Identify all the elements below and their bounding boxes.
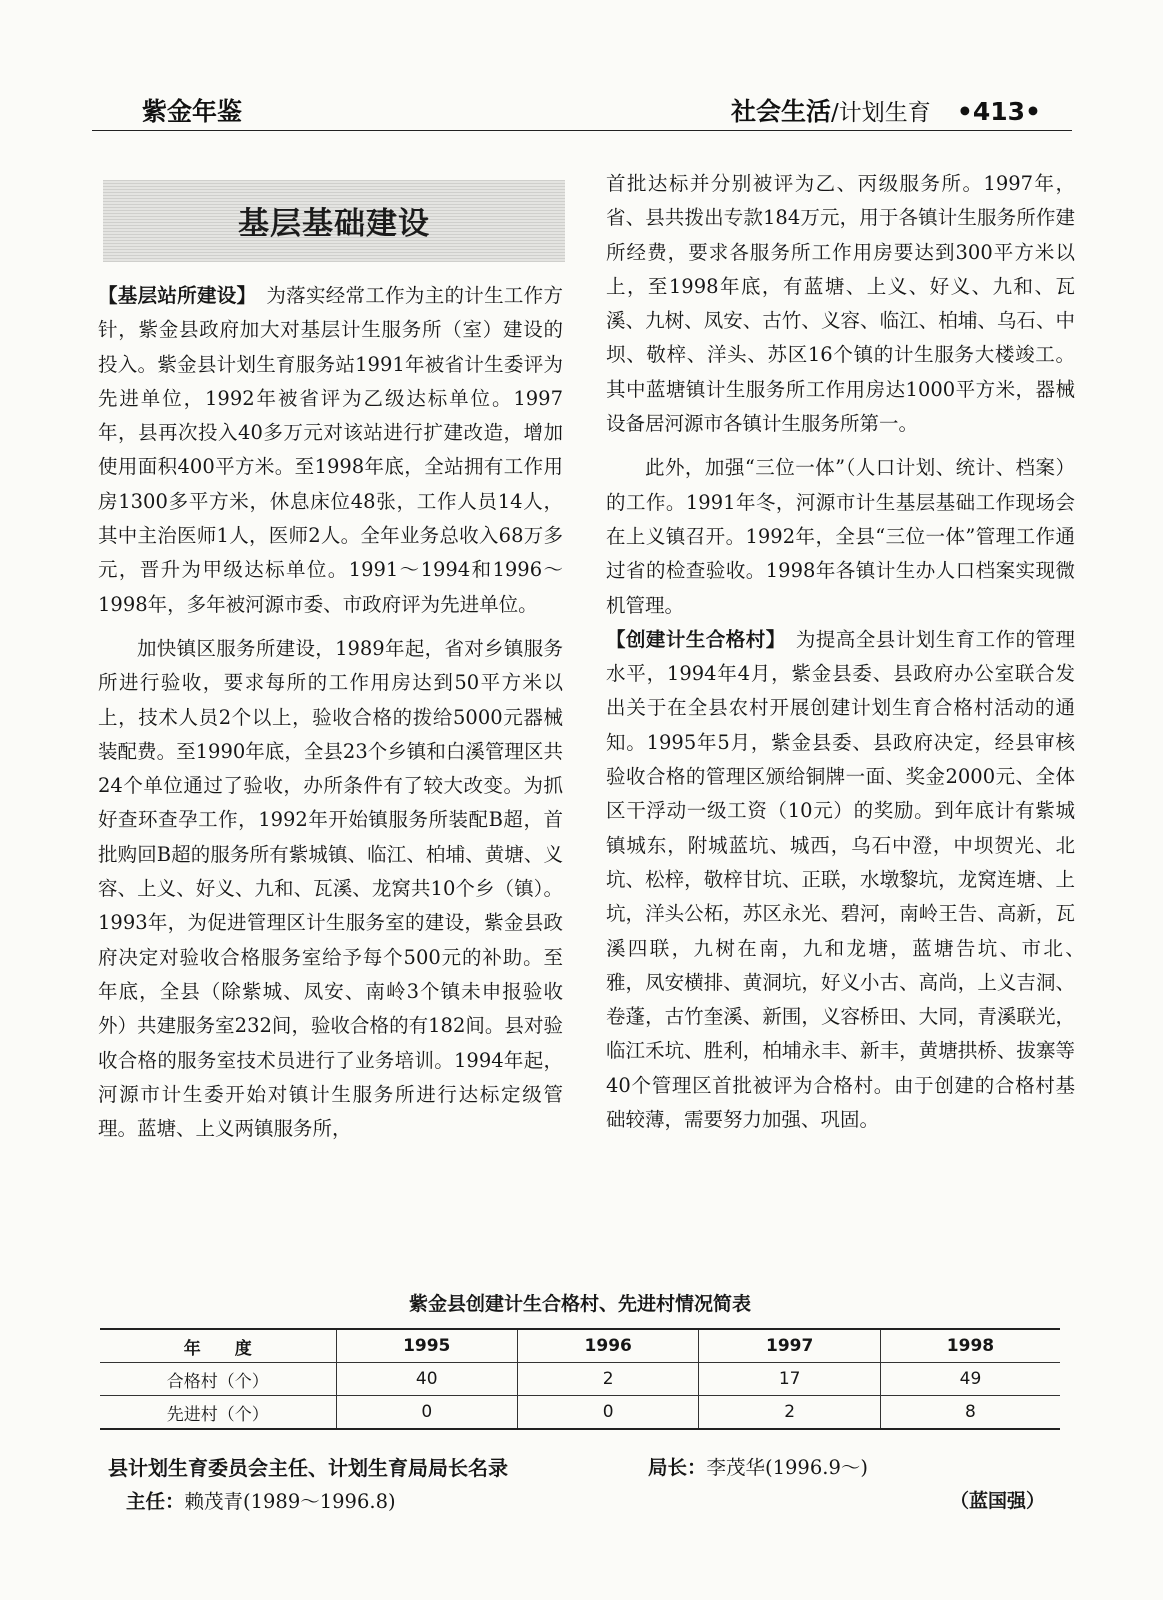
table-cell: 17 (699, 1363, 880, 1396)
right-column (606, 167, 1095, 1137)
section-name: 社会生活 (730, 97, 831, 126)
chief-entry (648, 1452, 868, 1480)
paragraph: 首批达标并分别被评为乙、丙级服务所。1997年，省、县共拨出专款184万元，用于各镇计生服务所作建所经费，要求各服务所工作用房要达到300平方米以上，至1998年底，有蓝塘、上义、好义、九和、瓦溪、九树、凤安、古竹、义容、临江、柏埔、乌石、中坝、敬梓、洋头、苏区16个镇的计生服务大楼竣工。其中蓝塘镇计生服务所工作用房达1000平方米，器械设备居河源市各镇计生服务所第一。 (606, 172, 1075, 436)
author-credit: （蓝国强） (949, 1490, 1045, 1512)
left-column (98, 279, 563, 1146)
header-cell: 1998 (880, 1329, 1060, 1363)
paragraph-tag: 【基层站所建设】 (98, 284, 247, 307)
director-label: 主任： (126, 1490, 185, 1513)
paragraph: 此外，加强“三位一体”（人口计划、统计、档案）的工作。1991年冬，河源市计生基层基础工作现场会在上义镇召开。1992年，全县“三位一体”管理工作通过省的检查验收。1998年各镇计生办人口档案实现微机管理。 (606, 456, 1075, 617)
row-label: 先进村（个） (100, 1396, 336, 1430)
paragraph (606, 623, 1095, 1137)
header-rule (92, 130, 1072, 131)
header-cell: 1996 (517, 1329, 698, 1363)
section-title: 基层基础建设 (238, 206, 430, 242)
director-entry (126, 1486, 396, 1514)
yearbook-title: 紫金年鉴 (142, 97, 243, 126)
table-cell: 40 (336, 1363, 517, 1396)
table-title: 紫金县创建计生合格村、先进村情况简表 (408, 1293, 751, 1315)
header-cell: 年 度 (100, 1329, 336, 1363)
running-header (731, 92, 1041, 128)
roster-heading: 县计划生育委员会主任、计划生育局局长名录 (108, 1456, 508, 1480)
table-row (100, 1363, 1060, 1396)
paragraph: 加快镇区服务所建设，1989年起，省对乡镇服务所进行验收，要求每所的工作用房达到50平方米以上，技术人员2个以上，验收合格的拨给5000元器械装配费。至1990年底，全县23个乡镇和白溪管理区共24个单位通过了验收，办所条件有了较大改变。为抓好查环查孕工作，1992年开始镇服务所装配B超，首批购回B超的服务所有紫城镇、临江、柏埔、黄塘、义容、上义、好义、九和、瓦溪、龙窝共10个乡（镇）。1993年，为促进管理区计生服务室的建设，紫金县政府决定对验收合格服务室给予每个500元的补助。至年底，全县（除紫城、凤安、南岭3个镇未申报验收外）共建服务室232间，验收合格的有182间。县对验收合格的服务室技术员进行了业务培训。1994年起，河源市计生委开始对镇计生服务所进行达标定级管理。蓝塘、上义两镇服务所， (98, 636, 563, 1141)
table-header-row (100, 1329, 1060, 1363)
paragraph-text: 为落实经常工作为主的计生工作方针，紫金县政府加大对基层计生服务所（室）建设的投入。紫金县计划生育服务站1991年被省计生委评为先进单位，1992年被省评为乙级达标单位。1997年，县再次投入40多万元对该站进行扩建改造，增加使用面积400平方米。至1998年底，全站拥有工作用房1300多平方米，休息床位48张，工作人员14人，其中主治医师1人，医师2人。全年业务总收入68万多元，晋升为甲级达标单位。1991～1994和1996～1998年，多年被河源市委、市政府评为先进单位。 (98, 284, 563, 616)
row-label: 合格村（个） (100, 1363, 336, 1396)
header-cell: 1995 (336, 1329, 517, 1363)
chief-label: 局长： (648, 1456, 707, 1479)
table-cell: 49 (880, 1363, 1060, 1396)
chief-value: 李茂华(1996.9～) (706, 1456, 868, 1479)
paragraph-text: 为提高全县计划生育工作的管理水平，1994年4月，紫金县委、县政府办公室联合发出关于在全县农村开展创建计划生育合格村活动的通知。1995年5月，紫金县委、县政府决定，经县审核验收合格的管理区颁给铜牌一面、奖金2000元、全体区干浮动一级工资（10元）的奖励。到年底计有紫城镇城东，附城蓝坑、城西，乌石中澄，中坝贺光、北坑、松梓，敬梓甘坑、正联，水墩黎坑，龙窝连塘、上坑，洋头公柘，苏区永光、碧河，南岭王告、高新，瓦溪四联，九树在南，九和龙塘，蓝塘告坑、市北、 雅，凤安横排、黄洞坑，好义小古、高尚，上义吉洞、卷蓬，古竹奎溪、新围，义容桥田、大同，青溪联光，临江禾坑、胜利，柏埔永丰、新丰，黄塘拱桥、拔寨等40个管理区首批被评为合格村。由于创建的合格村基础较薄，需要努力加强、巩固。 (606, 627, 1095, 1132)
paragraph-tag: 【创建计生合格村】 (606, 627, 776, 651)
page-number: •413• (956, 97, 1041, 126)
stats-table (100, 1328, 1060, 1430)
director-value: 赖茂青(1989～1996.8) (184, 1490, 396, 1513)
section-title-box (103, 180, 565, 262)
table-cell: 2 (699, 1396, 880, 1430)
table-cell: 2 (517, 1363, 698, 1396)
subsection-name: /计划生育 (830, 100, 931, 126)
table-cell: 0 (517, 1396, 698, 1430)
paragraph (98, 279, 563, 622)
header-cell: 1997 (699, 1329, 880, 1363)
table-row (100, 1396, 1060, 1430)
table-cell: 0 (336, 1396, 517, 1430)
table-cell: 8 (880, 1396, 1060, 1430)
